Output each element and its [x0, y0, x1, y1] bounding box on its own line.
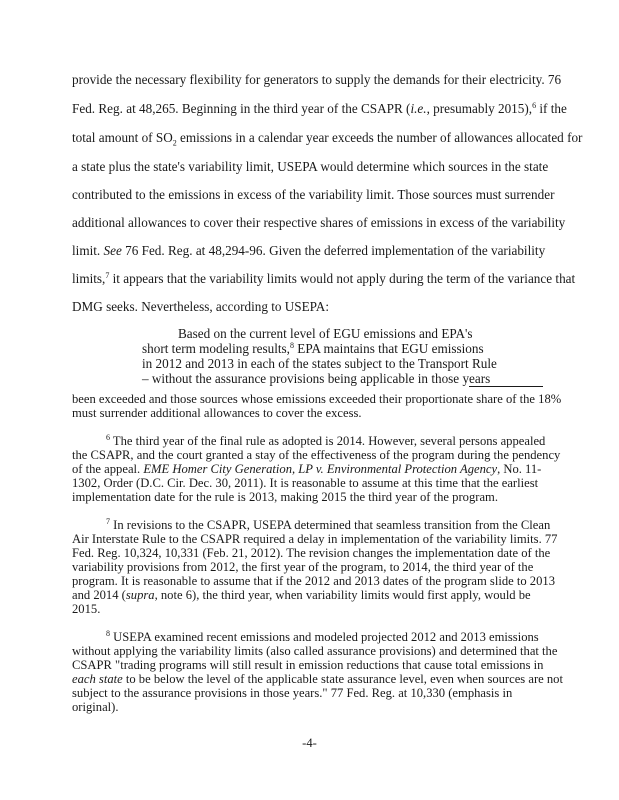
footnote-line: program. It is reasonable to assume that if the 2012 and 2013 dates of the program slide to 2013	[72, 574, 555, 588]
footnote-ref: 7	[105, 271, 110, 280]
footnote-line: Air Interstate Rule to the CSAPR required a delay in implementation of the variability limits. 77	[72, 532, 558, 546]
footnote-line: must surrender additional allowances to cover the excess.	[72, 406, 362, 420]
footnote-line: variability provisions from 2012, the first year of the program, to 2014, the third year of the	[72, 560, 534, 574]
quote-line: Based on the current level of EGU emissions and EPA's	[178, 326, 473, 341]
footnote-line: CSAPR "trading programs will still result in emission reductions that cause total emissions in	[72, 658, 544, 672]
footnote-separator	[469, 386, 543, 387]
footnote-ref: 6	[532, 101, 537, 110]
quote-line: short term modeling results,$^8$ EPA maintains that EGU emissions	[142, 341, 484, 356]
footnote-line: subject to the assurance provisions in those years." 77 Fed. Reg. at 10,330 (emphasis in	[72, 686, 513, 700]
footnote-6: $^6$ The third year of the final rule as adopted is 2014. However, several persons appealed	[106, 433, 546, 448]
footnote-line: the CSAPR, and the court granted a stay of the effectiveness of the program during the pendency	[72, 448, 561, 462]
body-line: limits,$^7$ it appears that the variability limits would not apply during the term of the variance that	[72, 271, 576, 286]
quote-line: in 2012 and 2013 in each of the states subject to the Transport Rule	[142, 356, 497, 371]
footnote-line: original).	[72, 700, 119, 714]
footnote-line: 1302, Order (D.C. Cir. Dec. 30, 2011). It is reasonable to assume at this time that the earliest	[72, 476, 539, 490]
body-line: total amount of $SO_2$ emissions in a calendar year exceeds the number of allowances allocated for	[72, 130, 583, 148]
page-number: -4-	[302, 736, 317, 750]
footnote-line: 2015.	[72, 602, 101, 616]
footnote-line: implementation date for the rule is 2013, making 2015 the third year of the program.	[72, 490, 498, 504]
body-line: limit. See 76 Fed. Reg. at 48,294-96. Given the deferred implementation of the variability	[72, 243, 546, 258]
body-line: contributed to the emissions in excess of the variability limit. Those sources must surrender	[72, 187, 555, 202]
footnote-line: without applying the variability limits (also called assurance provisions) and determined that the	[72, 644, 558, 658]
footnote-line: been exceeded and those sources whose emissions exceeded their proportionate share of the 18%	[72, 392, 562, 406]
footnote-8: $^8$ USEPA examined recent emissions and modeled projected 2012 and 2013 emissions	[106, 629, 539, 644]
footnote-line: Fed. Reg. 10,324, 10,331 (Feb. 21, 2012). The revision changes the implementation date of the	[72, 546, 551, 560]
footnote-7: $^7$ In revisions to the CSAPR, USEPA determined that seamless transition from the Clean	[106, 517, 551, 532]
footnote-line: of the appeal. EME Homer City Generation, LP v. Environmental Protection Agency, No. 11-	[72, 462, 542, 476]
footnote-line: each state to be below the level of the applicable state assurance level, even when sources are not	[72, 672, 563, 686]
footnote-ref: 8	[289, 341, 294, 350]
body-line: a state plus the state's variability limit, USEPA would determine which sources in the state	[72, 159, 549, 174]
body-line: DMG seeks. Nevertheless, according to USEPA:	[72, 299, 329, 314]
footnote-line: and 2014 (supra, note 6), the third year, when variability limits would first apply, would be	[72, 588, 531, 602]
quote-line: – without the assurance provisions being applicable in those years	[142, 371, 491, 386]
body-line: Fed. Reg. at 48,265. Beginning in the third year of the CSAPR (i.e., presumably 2015),$^6$ if the	[72, 101, 567, 116]
body-line: additional allowances to cover their respective shares of emissions in excess of the variability	[72, 215, 566, 230]
body-line: provide the necessary flexibility for generators to supply the demands for their electricity. 76	[72, 72, 562, 87]
